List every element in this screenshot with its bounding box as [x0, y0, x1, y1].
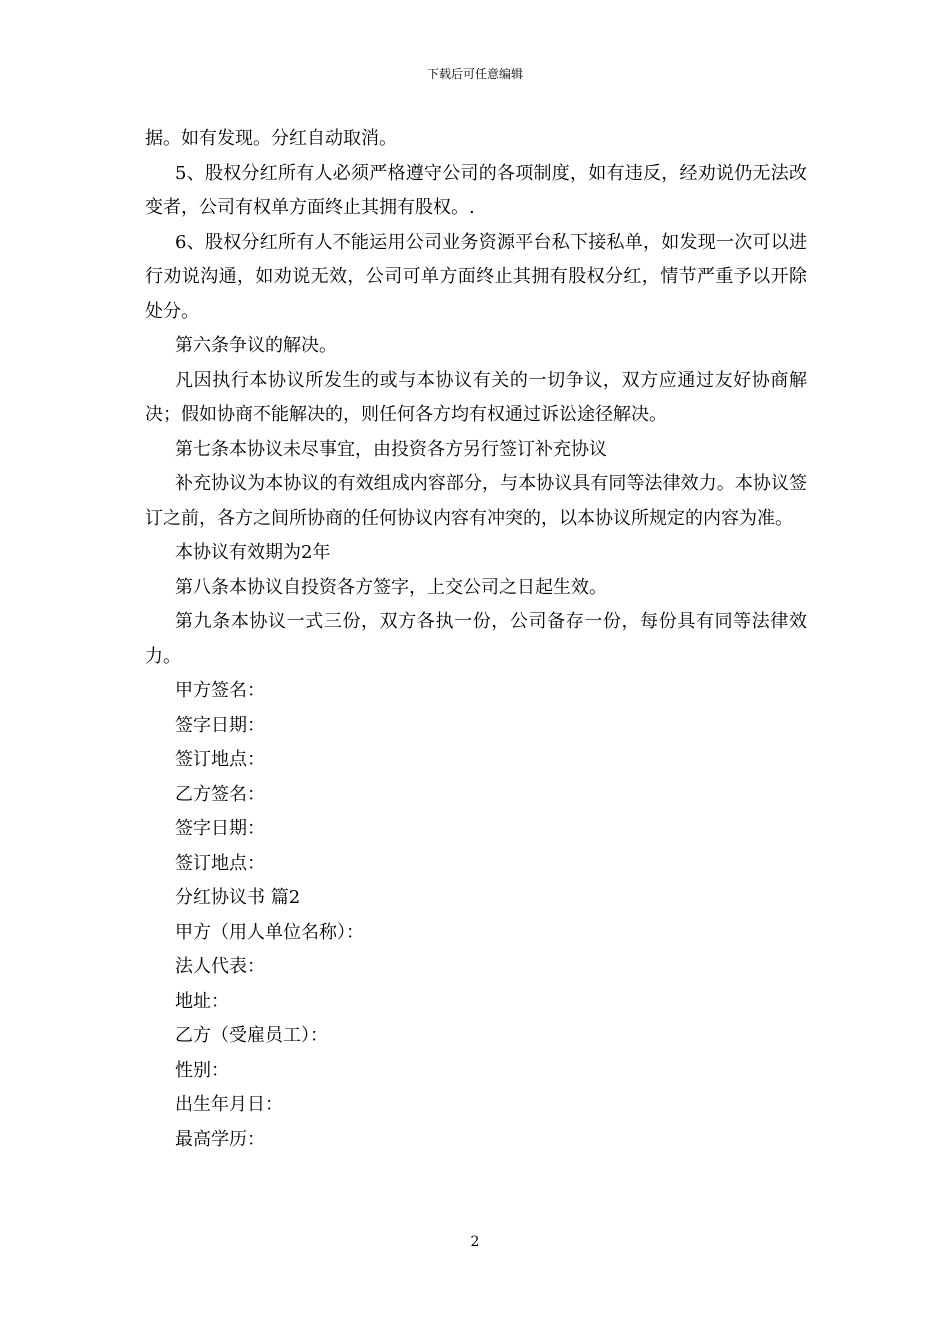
validity-period: 本协议有效期为2年: [175, 542, 331, 563]
party-a-sign-date: 签字日期：: [175, 714, 265, 736]
paragraph-clause-6: 6、股权分红所有人不能运用公司业务资源平台私下接私单，如发现一次可以进行劝说沟通，如劝说无效，公司可单方面终止其拥有股权分红，情节严重予以开除处分。: [145, 231, 807, 322]
article-6-text: 凡因执行本协议所发生的或与本协议有关的一切争议，双方应通过友好协商解决；假如协商不能解决的，则任何各方均有权通过诉讼途径解决。: [145, 369, 807, 425]
date-of-birth: 出生年月日：: [175, 1094, 283, 1115]
article-8: 第八条本协议自投资各方签字，上交公司之日起生效。: [175, 576, 607, 598]
article-7-text: 补充协议为本协议的有效组成内容部分，与本协议具有同等法律效力。本协议签订之前，各方之间所协商的任何协议内容有冲突的，以本协议所规定的内容为准。: [145, 473, 807, 529]
paragraph-continuation: 据。如有发现。分红自动取消。: [145, 128, 397, 149]
party-a-employer: 甲方（用人单位名称）：: [175, 921, 364, 943]
article-7-heading: 第七条本协议未尽事宜，由投资各方另行签订补充协议: [175, 438, 607, 460]
address: 地址：: [175, 990, 229, 1012]
party-a-sign-place: 签订地点：: [175, 749, 265, 770]
party-a-signature: 甲方签名：: [175, 680, 265, 701]
section-title-part-2: 分红协议书 篇2: [175, 887, 301, 908]
document-body: [145, 122, 807, 1157]
gender: 性别：: [175, 1059, 229, 1081]
highest-education: 最高学历：: [175, 1128, 265, 1150]
party-b-sign-place: 签订地点：: [175, 852, 265, 874]
article-6-heading: 第六条争议的解决。: [175, 335, 337, 356]
page-header: 下载后可任意编辑: [426, 67, 523, 81]
page-number: 2: [470, 1234, 480, 1250]
party-b-signature: 乙方签名：: [175, 783, 265, 805]
article-9: 第九条本协议一式三份，双方各执一份，公司备存一份，每份具有同等法律效力。: [145, 611, 807, 667]
legal-representative: 法人代表：: [175, 956, 265, 977]
party-b-sign-date: 签字日期：: [175, 818, 265, 839]
paragraph-clause-5: 5、股权分红所有人必须严格遵守公司的各项制度，如有违反，经劝说仍无法改变者，公司有权单方面终止其拥有股权。.: [145, 162, 807, 218]
party-b-employee: 乙方（受雇员工）：: [175, 1025, 328, 1046]
